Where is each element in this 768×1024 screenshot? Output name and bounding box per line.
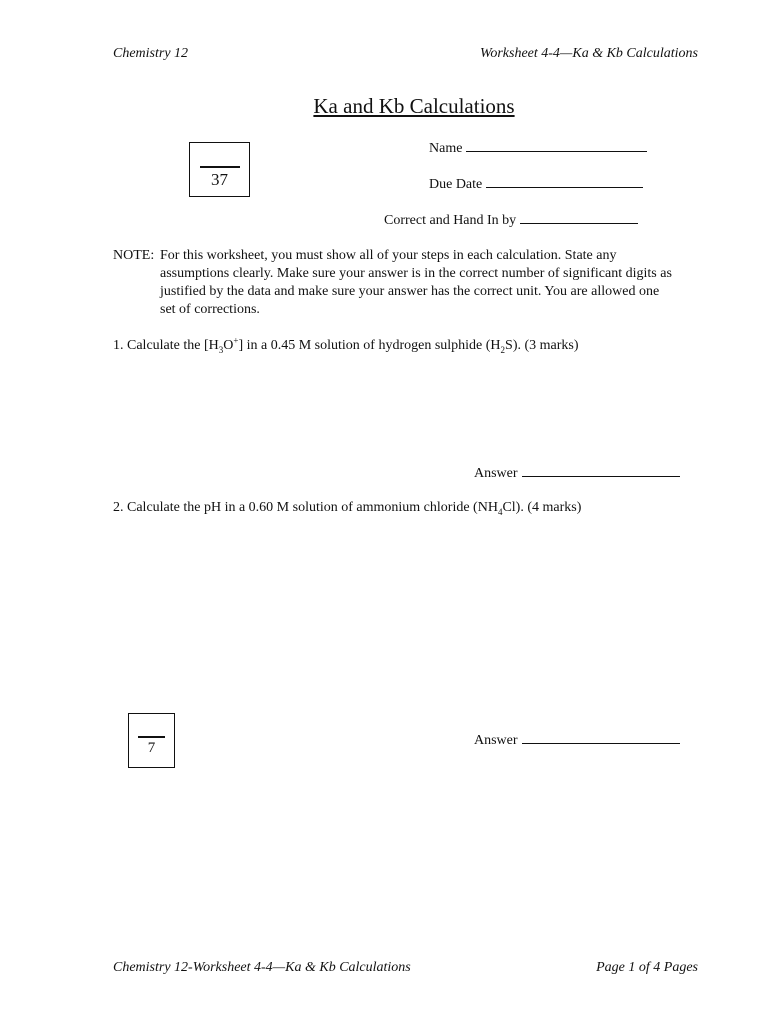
question-2 xyxy=(113,500,581,516)
question-2-answer-label: Answer xyxy=(474,733,518,748)
question-1-number: 1. xyxy=(113,338,124,353)
footer-page-number: Page 1 of 4 Pages xyxy=(596,960,698,975)
name-label: Name xyxy=(429,141,463,156)
question-1-answer-label: Answer xyxy=(474,466,518,481)
question-1-sub-2: 2 xyxy=(500,344,506,355)
header-worksheet-title: Worksheet 4-4—Ka & Kb Calculations xyxy=(479,46,698,61)
name-blank[interactable] xyxy=(466,139,647,152)
marks-divider-line xyxy=(138,736,165,738)
correct-hand-in-label: Correct and Hand In by xyxy=(384,213,517,228)
correct-hand-in-field xyxy=(384,211,638,229)
due-date-blank[interactable] xyxy=(486,175,643,188)
question-2-text-a: Calculate the pH in a 0.60 M solution of ammonium chloride (NH xyxy=(127,500,498,515)
question-1-text-d: S). (3 marks) xyxy=(505,338,579,353)
question-1-text-b: O xyxy=(223,338,234,353)
due-date-field xyxy=(429,175,643,193)
question-1 xyxy=(113,335,579,355)
question-2-text-b: Cl). (4 marks) xyxy=(502,500,582,515)
due-date-label: Due Date xyxy=(429,177,483,192)
question-2-sub-4: 4 xyxy=(497,506,503,517)
total-marks-value: 37 xyxy=(211,170,228,189)
note-label: NOTE: xyxy=(113,248,155,263)
question-1-text-a: Calculate the [H xyxy=(127,338,219,353)
total-marks-box xyxy=(189,142,250,197)
question-2-marks-value: 7 xyxy=(147,740,156,756)
question-1-answer-blank[interactable] xyxy=(522,464,680,477)
question-1-sup-plus: + xyxy=(233,335,239,346)
correct-hand-in-blank[interactable] xyxy=(520,211,638,224)
question-2-answer-blank[interactable] xyxy=(522,731,680,744)
question-1-answer-field xyxy=(474,464,680,482)
question-2-number: 2. xyxy=(113,500,124,515)
question-1-sub-3: 3 xyxy=(218,344,224,355)
question-1-text-c: ] in a 0.45 M solution of hydrogen sulphide (H xyxy=(238,338,501,353)
question-2-marks-box xyxy=(128,713,175,768)
note-text: For this worksheet, you must show all of your steps in each calculation. State any assumptions clearly. Make sure your answer is in the correct number of significant digits as justified by the data and make sure your answer has the correct unit. You are allowed one set of corrections. xyxy=(160,248,672,317)
name-field xyxy=(429,139,647,157)
page-title: Ka and Kb Calculations xyxy=(313,94,515,118)
header-course: Chemistry 12 xyxy=(113,46,189,61)
marks-divider-line xyxy=(200,166,240,168)
footer-left: Chemistry 12-Worksheet 4-4—Ka & Kb Calculations xyxy=(113,960,411,975)
question-2-answer-field xyxy=(474,731,680,749)
note-block xyxy=(113,247,673,319)
